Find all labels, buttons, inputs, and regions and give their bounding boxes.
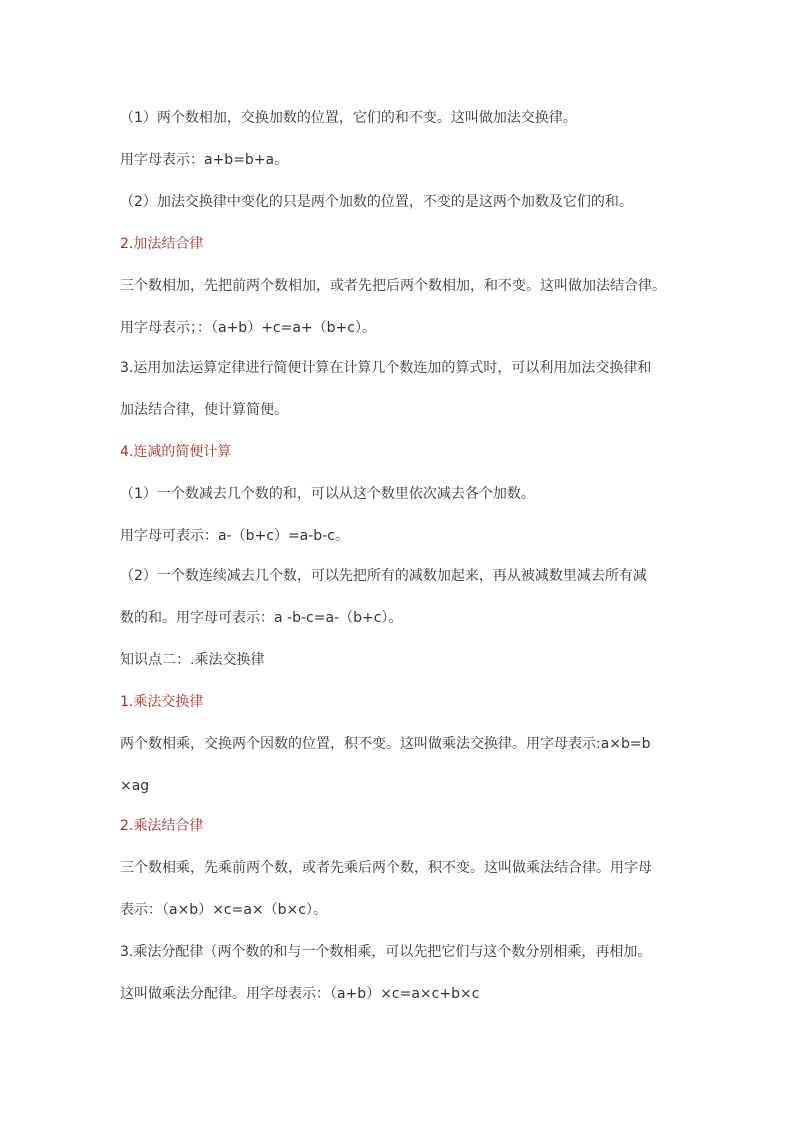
paragraph-line: 表示：（a×b）×c=a×（b×c）。 <box>120 902 327 918</box>
paragraph-line: 用字母表示：a+b=b+a。 <box>120 152 289 168</box>
section-heading: 1.乘法交换律 <box>120 694 204 710</box>
paragraph-line: ×ag <box>120 778 150 794</box>
paragraph-line: 三个数相加，先把前两个数相加，或者先把后两个数相加，和不变。这叫做加法结合律。 <box>120 278 666 294</box>
paragraph-line: （1）两个数相加，交换加数的位置，它们的和不变。这叫做加法交换律。 <box>120 110 577 126</box>
paragraph-line: 用字母表示；：（a+b）+c=a+（b+c）。 <box>120 320 376 336</box>
paragraph-line: 用字母可表示：a-（b+c）=a-b-c。 <box>120 528 349 544</box>
paragraph-line: 知识点二：.乘法交换律 <box>120 652 265 668</box>
paragraph-line: （1）一个数减去几个数的和，可以从这个数里依次减去各个加数。 <box>120 486 535 502</box>
section-heading: 2.加法结合律 <box>120 236 204 252</box>
section-heading: 4.连减的简便计算 <box>120 444 232 460</box>
paragraph-line: 两个数相乘，交换两个因数的位置，积不变。这叫做乘法交换律。用字母表示:a×b=b <box>120 736 651 752</box>
paragraph-line: 三个数相乘，先乘前两个数，或者先乘后两个数，积不变。这叫做乘法结合律。用字母 <box>120 860 652 876</box>
paragraph-line: 这叫做乘法分配律。用字母表示：（a+b）×c=a×c+b×c <box>120 986 480 1002</box>
paragraph-line: （2）一个数连续减去几个数，可以先把所有的减数加起来，再从被减数里减去所有减 <box>120 568 647 584</box>
section-heading: 2.乘法结合律 <box>120 818 204 834</box>
paragraph-line: 3.运用加法运算定律进行简便计算在计算几个数连加的算式时，可以利用加法交换律和 <box>120 360 652 376</box>
paragraph-line: （2）加法交换律中变化的只是两个加数的位置，不变的是这两个加数及它们的和。 <box>120 194 633 210</box>
paragraph-line: 加法结合律，使计算简便。 <box>120 402 288 418</box>
paragraph-line: 3.乘法分配律（两个数的和与一个数相乘，可以先把它们与这个数分别相乘，再相加。 <box>120 944 652 960</box>
paragraph-line: 数的和。用字母可表示：a -b-c=a-（b+c）。 <box>120 610 403 626</box>
